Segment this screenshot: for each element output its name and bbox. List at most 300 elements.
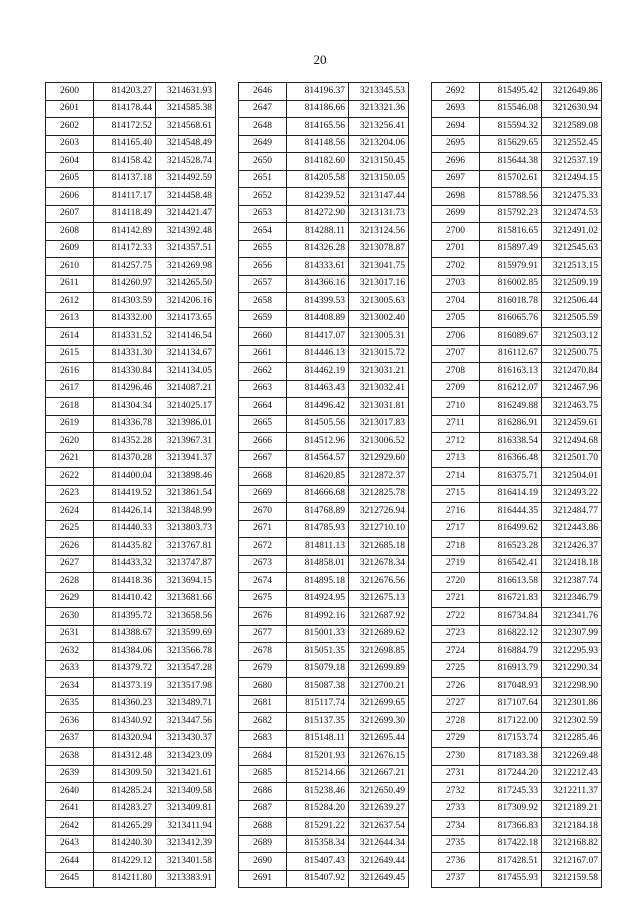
- table-row: [239, 870, 409, 888]
- y-coordinate-cell: 3213599.69: [156, 625, 216, 643]
- y-coordinate-cell: 3212689.62: [349, 625, 409, 643]
- point-number-cell: 2645: [46, 870, 94, 888]
- table-row: [432, 765, 602, 783]
- x-coordinate-cell: 815629.65: [480, 135, 542, 153]
- y-coordinate-cell: 3212494.15: [542, 170, 602, 188]
- x-coordinate-cell: 816414.19: [480, 485, 542, 503]
- table-row: [46, 328, 216, 346]
- point-number-cell: 2695: [432, 135, 480, 153]
- table-row: [239, 223, 409, 241]
- x-coordinate-cell: 816366.48: [480, 450, 542, 468]
- point-number-cell: 2687: [239, 800, 287, 818]
- point-number-cell: 2626: [46, 538, 94, 556]
- x-coordinate-cell: 815079.18: [287, 660, 349, 678]
- y-coordinate-cell: 3212285.46: [542, 730, 602, 748]
- x-coordinate-cell: 814992.16: [287, 608, 349, 626]
- table-row: [46, 345, 216, 363]
- y-coordinate-cell: 3212491.02: [542, 223, 602, 241]
- point-number-cell: 2663: [239, 380, 287, 398]
- y-coordinate-cell: 3212159.58: [542, 870, 602, 888]
- table-row: [432, 783, 602, 801]
- table-row: [239, 835, 409, 853]
- x-coordinate-cell: 814142.89: [94, 223, 156, 241]
- point-number-cell: 2655: [239, 240, 287, 258]
- table-row: [239, 503, 409, 521]
- point-number-cell: 2730: [432, 748, 480, 766]
- x-coordinate-cell: 815214.66: [287, 765, 349, 783]
- point-number-cell: 2716: [432, 503, 480, 521]
- table-row: [432, 258, 602, 276]
- x-coordinate-cell: 814811.13: [287, 538, 349, 556]
- x-coordinate-cell: 814435.82: [94, 538, 156, 556]
- y-coordinate-cell: 3213032.41: [349, 380, 409, 398]
- point-number-cell: 2643: [46, 835, 94, 853]
- x-coordinate-cell: 817244.20: [480, 765, 542, 783]
- table-row: [46, 870, 216, 888]
- y-coordinate-cell: 3214568.61: [156, 118, 216, 136]
- y-coordinate-cell: 3214173.65: [156, 310, 216, 328]
- point-number-cell: 2637: [46, 730, 94, 748]
- table-row: [432, 625, 602, 643]
- y-coordinate-cell: 3213345.53: [349, 83, 409, 101]
- y-coordinate-cell: 3212667.21: [349, 765, 409, 783]
- x-coordinate-cell: 816212.07: [480, 380, 542, 398]
- y-coordinate-cell: 3213547.28: [156, 660, 216, 678]
- table-row: [46, 800, 216, 818]
- point-number-cell: 2631: [46, 625, 94, 643]
- table-row: [46, 310, 216, 328]
- y-coordinate-cell: 3212589.08: [542, 118, 602, 136]
- point-number-cell: 2615: [46, 345, 94, 363]
- table-row: [432, 485, 602, 503]
- x-coordinate-cell: 816089.67: [480, 328, 542, 346]
- table-row: [432, 100, 602, 118]
- x-coordinate-cell: 814400.04: [94, 468, 156, 486]
- table-row: [239, 678, 409, 696]
- x-coordinate-cell: 816523.28: [480, 538, 542, 556]
- table-row: [46, 608, 216, 626]
- table-row: [239, 258, 409, 276]
- x-coordinate-cell: 814304.34: [94, 398, 156, 416]
- table-row: [239, 398, 409, 416]
- x-coordinate-cell: 814512.96: [287, 433, 349, 451]
- table-row: [239, 468, 409, 486]
- point-number-cell: 2605: [46, 170, 94, 188]
- x-coordinate-cell: 814320.94: [94, 730, 156, 748]
- y-coordinate-cell: 3212695.44: [349, 730, 409, 748]
- x-coordinate-cell: 814186.66: [287, 100, 349, 118]
- table-row: [46, 555, 216, 573]
- point-number-cell: 2668: [239, 468, 287, 486]
- y-coordinate-cell: 3212168.82: [542, 835, 602, 853]
- x-coordinate-cell: 814265.29: [94, 818, 156, 836]
- table-row: [432, 153, 602, 171]
- y-coordinate-cell: 3213412.39: [156, 835, 216, 853]
- point-number-cell: 2715: [432, 485, 480, 503]
- y-coordinate-cell: 3213409.58: [156, 783, 216, 801]
- y-coordinate-cell: 3214269.98: [156, 258, 216, 276]
- table-row: [432, 328, 602, 346]
- point-number-cell: 2617: [46, 380, 94, 398]
- table-row: [432, 520, 602, 538]
- x-coordinate-cell: 814331.30: [94, 345, 156, 363]
- table-row: [432, 415, 602, 433]
- point-number-cell: 2616: [46, 363, 94, 381]
- point-number-cell: 2659: [239, 310, 287, 328]
- x-coordinate-cell: 815087.38: [287, 678, 349, 696]
- table-row: [239, 730, 409, 748]
- table-row: [46, 415, 216, 433]
- x-coordinate-cell: 814463.43: [287, 380, 349, 398]
- table-row: [46, 538, 216, 556]
- point-number-cell: 2705: [432, 310, 480, 328]
- y-coordinate-cell: 3212467.96: [542, 380, 602, 398]
- point-number-cell: 2719: [432, 555, 480, 573]
- x-coordinate-cell: 814379.72: [94, 660, 156, 678]
- point-number-cell: 2684: [239, 748, 287, 766]
- x-coordinate-cell: 814418.36: [94, 573, 156, 591]
- y-coordinate-cell: 3212387.74: [542, 573, 602, 591]
- y-coordinate-cell: 3214528.74: [156, 153, 216, 171]
- y-coordinate-cell: 3212184.18: [542, 818, 602, 836]
- table-row: [46, 293, 216, 311]
- y-coordinate-cell: 3212644.34: [349, 835, 409, 853]
- point-number-cell: 2700: [432, 223, 480, 241]
- y-coordinate-cell: 3213150.45: [349, 153, 409, 171]
- x-coordinate-cell: 814384.06: [94, 643, 156, 661]
- point-number-cell: 2723: [432, 625, 480, 643]
- point-number-cell: 2620: [46, 433, 94, 451]
- y-coordinate-cell: 3214631.93: [156, 83, 216, 101]
- x-coordinate-cell: 816444.35: [480, 503, 542, 521]
- point-number-cell: 2728: [432, 713, 480, 731]
- y-coordinate-cell: 3213421.61: [156, 765, 216, 783]
- table-row: [432, 853, 602, 871]
- point-number-cell: 2704: [432, 293, 480, 311]
- point-number-cell: 2606: [46, 188, 94, 206]
- y-coordinate-cell: 3213204.06: [349, 135, 409, 153]
- x-coordinate-cell: 814205.58: [287, 170, 349, 188]
- point-number-cell: 2706: [432, 328, 480, 346]
- y-coordinate-cell: 3212649.45: [349, 870, 409, 888]
- table-row: [46, 363, 216, 381]
- table-row: [46, 223, 216, 241]
- x-coordinate-cell: 814417.07: [287, 328, 349, 346]
- y-coordinate-cell: 3213967.31: [156, 433, 216, 451]
- y-coordinate-cell: 3213430.37: [156, 730, 216, 748]
- point-number-cell: 2609: [46, 240, 94, 258]
- table-row: [432, 555, 602, 573]
- y-coordinate-cell: 3212505.59: [542, 310, 602, 328]
- point-number-cell: 2675: [239, 590, 287, 608]
- x-coordinate-cell: 816542.41: [480, 555, 542, 573]
- point-number-cell: 2713: [432, 450, 480, 468]
- x-coordinate-cell: 815407.92: [287, 870, 349, 888]
- point-number-cell: 2688: [239, 818, 287, 836]
- table-row: [239, 293, 409, 311]
- table-row: [46, 625, 216, 643]
- y-coordinate-cell: 3213423.09: [156, 748, 216, 766]
- x-coordinate-cell: 817309.92: [480, 800, 542, 818]
- table-row: [239, 555, 409, 573]
- y-coordinate-cell: 3212872.37: [349, 468, 409, 486]
- table-row: [239, 853, 409, 871]
- x-coordinate-cell: 814433.32: [94, 555, 156, 573]
- x-coordinate-cell: 814785.93: [287, 520, 349, 538]
- table-row: [432, 118, 602, 136]
- y-coordinate-cell: 3214548.49: [156, 135, 216, 153]
- point-number-cell: 2676: [239, 608, 287, 626]
- table-row: [46, 835, 216, 853]
- table-row: [239, 783, 409, 801]
- x-coordinate-cell: 814118.49: [94, 205, 156, 223]
- x-coordinate-cell: 814257.75: [94, 258, 156, 276]
- point-number-cell: 2630: [46, 608, 94, 626]
- point-number-cell: 2641: [46, 800, 94, 818]
- point-number-cell: 2674: [239, 573, 287, 591]
- table-row: [239, 765, 409, 783]
- point-number-cell: 2650: [239, 153, 287, 171]
- x-coordinate-cell: 817422.18: [480, 835, 542, 853]
- point-number-cell: 2665: [239, 415, 287, 433]
- point-number-cell: 2672: [239, 538, 287, 556]
- x-coordinate-cell: 814172.33: [94, 240, 156, 258]
- x-coordinate-cell: 814182.60: [287, 153, 349, 171]
- x-coordinate-cell: 816286.91: [480, 415, 542, 433]
- y-coordinate-cell: 3213321.36: [349, 100, 409, 118]
- point-number-cell: 2680: [239, 678, 287, 696]
- point-number-cell: 2624: [46, 503, 94, 521]
- table-row: [432, 170, 602, 188]
- point-number-cell: 2642: [46, 818, 94, 836]
- x-coordinate-cell: 816375.71: [480, 468, 542, 486]
- point-number-cell: 2733: [432, 800, 480, 818]
- x-coordinate-cell: 816112.67: [480, 345, 542, 363]
- point-number-cell: 2666: [239, 433, 287, 451]
- y-coordinate-cell: 3213681.66: [156, 590, 216, 608]
- x-coordinate-cell: 815148.11: [287, 730, 349, 748]
- x-coordinate-cell: 815291.22: [287, 818, 349, 836]
- table-row: [239, 345, 409, 363]
- y-coordinate-cell: 3212637.54: [349, 818, 409, 836]
- y-coordinate-cell: 3213401.58: [156, 853, 216, 871]
- point-number-cell: 2697: [432, 170, 480, 188]
- x-coordinate-cell: 814408.89: [287, 310, 349, 328]
- x-coordinate-cell: 814272.90: [287, 205, 349, 223]
- table-row: [432, 608, 602, 626]
- y-coordinate-cell: 3213005.63: [349, 293, 409, 311]
- point-number-cell: 2603: [46, 135, 94, 153]
- x-coordinate-cell: 815201.93: [287, 748, 349, 766]
- point-number-cell: 2707: [432, 345, 480, 363]
- table-row: [239, 625, 409, 643]
- table-row: [432, 398, 602, 416]
- point-number-cell: 2647: [239, 100, 287, 118]
- table-row: [46, 783, 216, 801]
- x-coordinate-cell: 814410.42: [94, 590, 156, 608]
- x-coordinate-cell: 814285.24: [94, 783, 156, 801]
- x-coordinate-cell: 814440.33: [94, 520, 156, 538]
- table-row: [46, 240, 216, 258]
- y-coordinate-cell: 3212699.30: [349, 713, 409, 731]
- table-row: [239, 100, 409, 118]
- y-coordinate-cell: 3212301.86: [542, 695, 602, 713]
- y-coordinate-cell: 3214357.51: [156, 240, 216, 258]
- y-coordinate-cell: 3212474.53: [542, 205, 602, 223]
- table-row: [432, 188, 602, 206]
- point-number-cell: 2607: [46, 205, 94, 223]
- point-number-cell: 2629: [46, 590, 94, 608]
- point-number-cell: 2701: [432, 240, 480, 258]
- coordinates-table-3: [431, 82, 602, 888]
- point-number-cell: 2649: [239, 135, 287, 153]
- x-coordinate-cell: 814340.92: [94, 713, 156, 731]
- point-number-cell: 2622: [46, 468, 94, 486]
- table-row: [239, 153, 409, 171]
- point-number-cell: 2621: [46, 450, 94, 468]
- point-number-cell: 2651: [239, 170, 287, 188]
- table-row: [432, 660, 602, 678]
- table-row: [46, 135, 216, 153]
- y-coordinate-cell: 3213848.99: [156, 503, 216, 521]
- x-coordinate-cell: 814419.52: [94, 485, 156, 503]
- table-row: [239, 135, 409, 153]
- x-coordinate-cell: 814303.59: [94, 293, 156, 311]
- y-coordinate-cell: 3213002.40: [349, 310, 409, 328]
- x-coordinate-cell: 814505.56: [287, 415, 349, 433]
- y-coordinate-cell: 3212639.27: [349, 800, 409, 818]
- point-number-cell: 2694: [432, 118, 480, 136]
- table-row: [239, 450, 409, 468]
- table-row: [432, 310, 602, 328]
- x-coordinate-cell: 816065.76: [480, 310, 542, 328]
- y-coordinate-cell: 3212212.43: [542, 765, 602, 783]
- table-row: [46, 118, 216, 136]
- x-coordinate-cell: 816018.78: [480, 293, 542, 311]
- table-row: [432, 275, 602, 293]
- table-row: [432, 433, 602, 451]
- point-number-cell: 2654: [239, 223, 287, 241]
- x-coordinate-cell: 815051.35: [287, 643, 349, 661]
- y-coordinate-cell: 3213017.83: [349, 415, 409, 433]
- table-row: [432, 800, 602, 818]
- point-number-cell: 2640: [46, 783, 94, 801]
- x-coordinate-cell: 814370.28: [94, 450, 156, 468]
- point-number-cell: 2636: [46, 713, 94, 731]
- x-coordinate-cell: 814620.85: [287, 468, 349, 486]
- y-coordinate-cell: 3213898.46: [156, 468, 216, 486]
- point-number-cell: 2611: [46, 275, 94, 293]
- point-number-cell: 2692: [432, 83, 480, 101]
- x-coordinate-cell: 814203.27: [94, 83, 156, 101]
- point-number-cell: 2638: [46, 748, 94, 766]
- table-row: [432, 590, 602, 608]
- table-row: [239, 590, 409, 608]
- x-coordinate-cell: 815358.34: [287, 835, 349, 853]
- point-number-cell: 2635: [46, 695, 94, 713]
- point-number-cell: 2639: [46, 765, 94, 783]
- x-coordinate-cell: 816734.84: [480, 608, 542, 626]
- point-number-cell: 2648: [239, 118, 287, 136]
- point-number-cell: 2724: [432, 643, 480, 661]
- x-coordinate-cell: 814326.28: [287, 240, 349, 258]
- point-number-cell: 2711: [432, 415, 480, 433]
- point-number-cell: 2721: [432, 590, 480, 608]
- y-coordinate-cell: 3212211.37: [542, 783, 602, 801]
- x-coordinate-cell: 816499.62: [480, 520, 542, 538]
- table-row: [239, 363, 409, 381]
- point-number-cell: 2685: [239, 765, 287, 783]
- point-number-cell: 2669: [239, 485, 287, 503]
- table-row: [432, 748, 602, 766]
- x-coordinate-cell: 814858.01: [287, 555, 349, 573]
- x-coordinate-cell: 814564.57: [287, 450, 349, 468]
- y-coordinate-cell: 3214585.38: [156, 100, 216, 118]
- table-row: [432, 135, 602, 153]
- table-row: [46, 818, 216, 836]
- x-coordinate-cell: 814331.52: [94, 328, 156, 346]
- y-coordinate-cell: 3212307.99: [542, 625, 602, 643]
- point-number-cell: 2683: [239, 730, 287, 748]
- x-coordinate-cell: 815137.35: [287, 713, 349, 731]
- y-coordinate-cell: 3213124.56: [349, 223, 409, 241]
- table-row: [239, 240, 409, 258]
- table-row: [432, 643, 602, 661]
- table-row: [432, 450, 602, 468]
- y-coordinate-cell: 3214087.21: [156, 380, 216, 398]
- y-coordinate-cell: 3213447.56: [156, 713, 216, 731]
- y-coordinate-cell: 3213131.73: [349, 205, 409, 223]
- point-number-cell: 2732: [432, 783, 480, 801]
- y-coordinate-cell: 3213017.16: [349, 275, 409, 293]
- x-coordinate-cell: 815284.20: [287, 800, 349, 818]
- y-coordinate-cell: 3213566.78: [156, 643, 216, 661]
- x-coordinate-cell: 815644.38: [480, 153, 542, 171]
- table-row: [432, 678, 602, 696]
- x-coordinate-cell: 816721.83: [480, 590, 542, 608]
- y-coordinate-cell: 3212493.22: [542, 485, 602, 503]
- table-row: [239, 573, 409, 591]
- table-row: [432, 293, 602, 311]
- point-number-cell: 2691: [239, 870, 287, 888]
- x-coordinate-cell: 814332.00: [94, 310, 156, 328]
- table-row: [46, 450, 216, 468]
- y-coordinate-cell: 3212509.19: [542, 275, 602, 293]
- table-row: [46, 398, 216, 416]
- y-coordinate-cell: 3212929.60: [349, 450, 409, 468]
- point-number-cell: 2702: [432, 258, 480, 276]
- y-coordinate-cell: 3214146.54: [156, 328, 216, 346]
- table-row: [239, 520, 409, 538]
- y-coordinate-cell: 3213031.81: [349, 398, 409, 416]
- y-coordinate-cell: 3213861.54: [156, 485, 216, 503]
- table-row: [46, 573, 216, 591]
- y-coordinate-cell: 3213150.05: [349, 170, 409, 188]
- table-row: [46, 188, 216, 206]
- y-coordinate-cell: 3213006.52: [349, 433, 409, 451]
- point-number-cell: 2610: [46, 258, 94, 276]
- table-row: [46, 83, 216, 101]
- x-coordinate-cell: 814137.18: [94, 170, 156, 188]
- point-number-cell: 2735: [432, 835, 480, 853]
- point-number-cell: 2731: [432, 765, 480, 783]
- x-coordinate-cell: 816249.88: [480, 398, 542, 416]
- point-number-cell: 2708: [432, 363, 480, 381]
- table-row: [46, 520, 216, 538]
- table-row: [46, 748, 216, 766]
- x-coordinate-cell: 817183.38: [480, 748, 542, 766]
- y-coordinate-cell: 3212504.01: [542, 468, 602, 486]
